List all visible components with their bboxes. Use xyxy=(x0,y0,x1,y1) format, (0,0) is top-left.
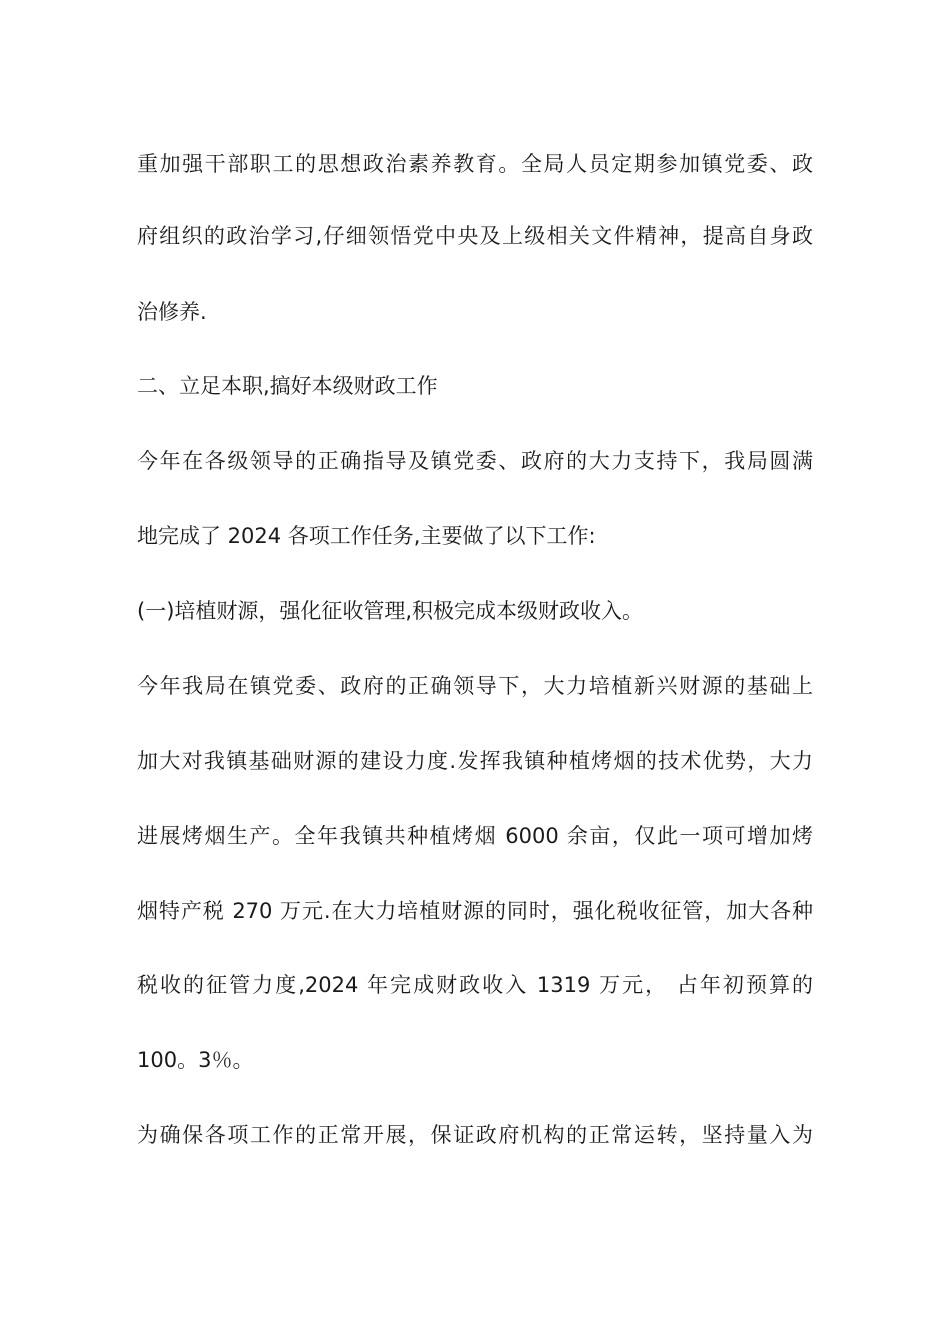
text-line-12: 税收的征管力度,2024 年完成财政收入 1319 万元， 占年初预算的 xyxy=(137,973,813,997)
text-line-13: 100。3％。 xyxy=(137,1048,254,1072)
text-line-6: 地完成了 2024 各项工作任务,主要做了以下工作: xyxy=(137,524,596,548)
text-line-14: 为确保各项工作的正常开展，保证政府机构的正常运转，坚持量入为 xyxy=(137,1123,813,1147)
text-line-11: 烟特产税 270 万元.在大力培植财源的同时，强化税收征管，加大各种 xyxy=(137,899,813,923)
text-line-3: 治修养. xyxy=(137,300,207,324)
text-line-5: 今年在各级领导的正确指导及镇党委、政府的大力支持下，我局圆满 xyxy=(137,449,813,473)
text-line-9: 加大对我镇基础财源的建设力度.发挥我镇种植烤烟的技术优势，大力 xyxy=(137,749,813,773)
text-line-8: 今年我局在镇党委、政府的正确领导下，大力培植新兴财源的基础上 xyxy=(137,674,813,698)
text-line-1: 重加强干部职工的思想政治素养教育。全局人员定期参加镇党委、政 xyxy=(137,152,813,176)
text-line-2: 府组织的政治学习,仔细领悟党中央及上级相关文件精神，提高自身政 xyxy=(137,224,813,248)
subsection-heading: (一)培植财源，强化征收管理,积极完成本级财政收入。 xyxy=(137,599,644,623)
text-line-10: 进展烤烟生产。全年我镇共种植烤烟 6000 余亩，仅此一项可增加烤 xyxy=(137,824,813,848)
section-heading: 二、立足本职,搞好本级财政工作 xyxy=(137,374,438,398)
